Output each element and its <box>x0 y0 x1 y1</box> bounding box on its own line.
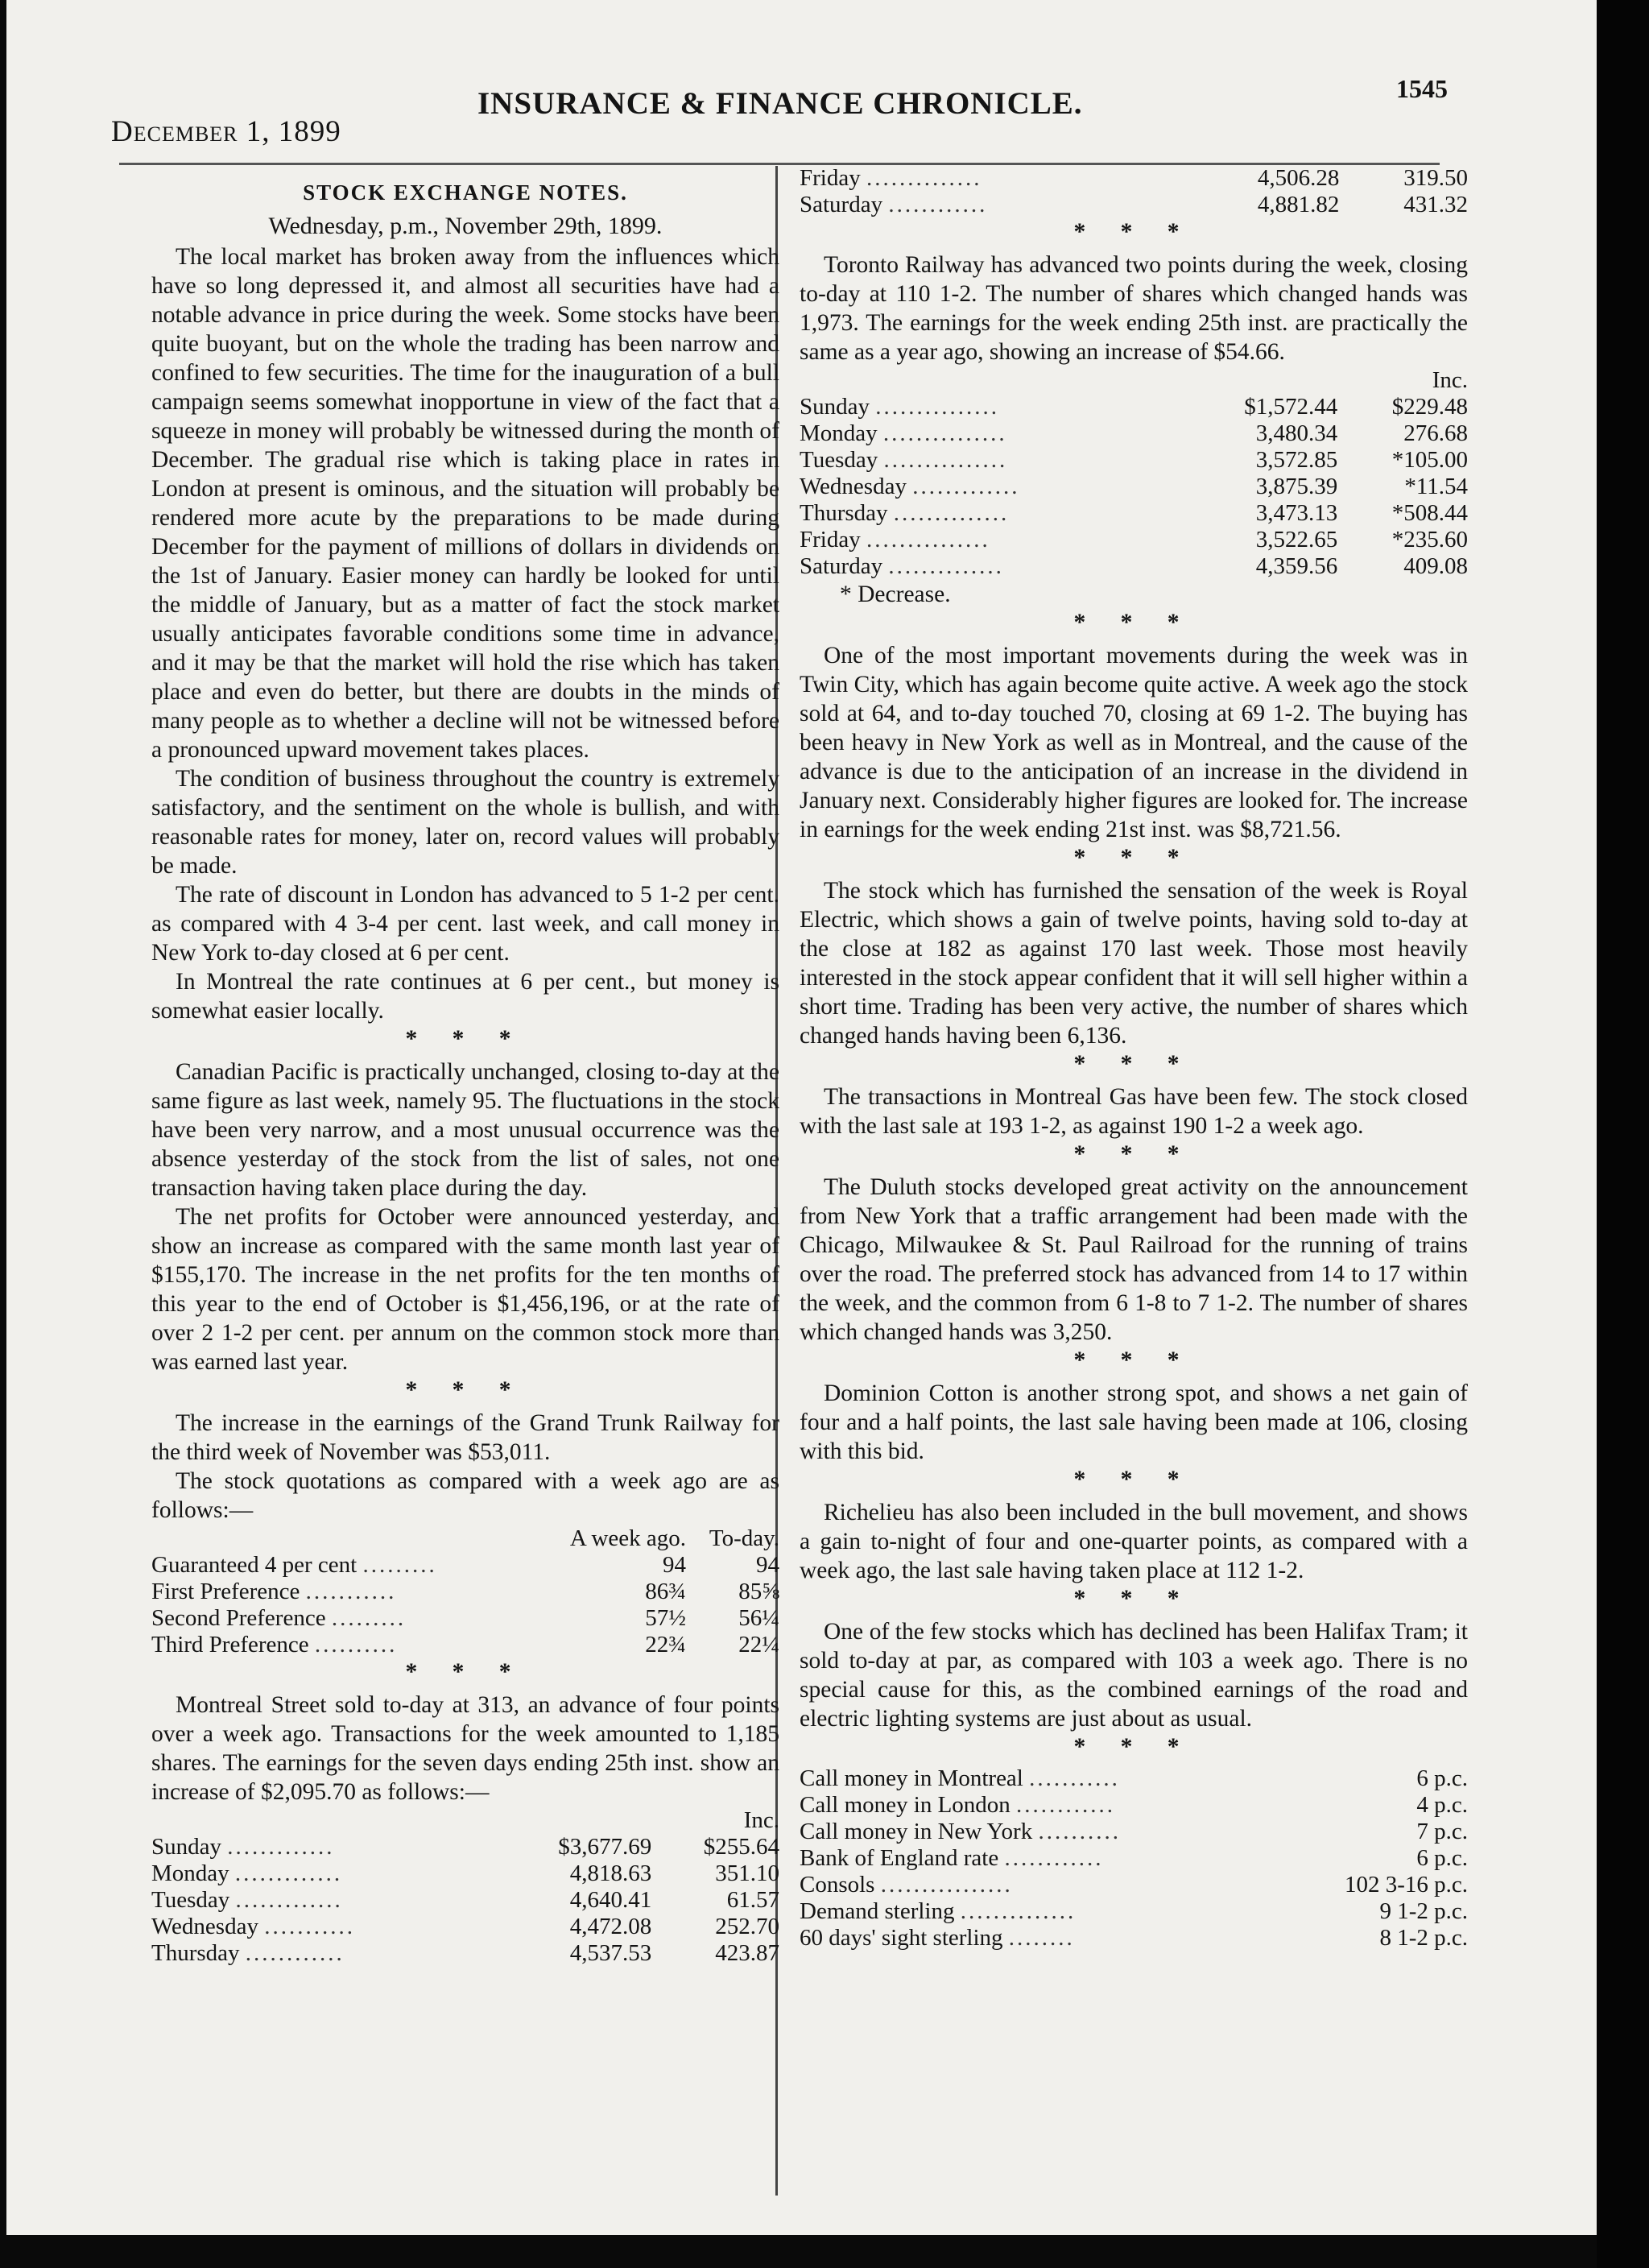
earnings-increase: 409.08 <box>1403 553 1468 579</box>
section-separator: * * * <box>405 1026 526 1052</box>
day-label: Friday <box>800 527 861 553</box>
table-header-row <box>151 1807 779 1834</box>
earnings-amount: 4,359.56 <box>1255 553 1338 579</box>
table-row: Monday ............... 3,480.34 276.68 <box>800 420 1468 446</box>
table-row: Second Preference ......... 57½ 56¼ <box>151 1605 779 1631</box>
earnings-increase: $229.48 <box>1391 394 1468 420</box>
earnings-amount: 4,472.08 <box>569 1914 652 1939</box>
table-row: Thursday ............ 4,537.53 423.87 <box>151 1940 779 1966</box>
paragraph: One of the most important movements during the week was in Twin City, which has again become quite active. A week ago the stock sold at 64, and to-day touched 70, closing at 69 1-2. The buying has been heavy in New York as well as in Montreal, and the cause of the advance is due to the anticipation of an increase in the dividend in January next. Considerably higher figures are looked for. The increase in earnings for the week ending 21st inst. was $8,721.56. <box>800 643 1468 842</box>
earnings-increase: 319.50 <box>1403 165 1468 191</box>
rate-value: 4 p.c. <box>1416 1792 1468 1818</box>
earnings-increase: 61.57 <box>726 1887 779 1913</box>
table-row: Sunday ............. $3,677.69 $255.64 <box>151 1834 779 1860</box>
table-row: Wednesday ........... 4,472.08 252.70 <box>151 1914 779 1939</box>
section-title: STOCK EXCHANGE NOTES. <box>303 180 628 205</box>
table-row: Thursday .............. 3,473.13 *508.44 <box>800 500 1468 526</box>
table-row: Call money in London ............ 4 p.c. <box>800 1792 1468 1818</box>
column-header-inc: Inc. <box>1432 367 1468 393</box>
page-header <box>111 74 1448 148</box>
table-row: Tuesday ............. 4,640.41 61.57 <box>151 1887 779 1913</box>
section-separator: * * * <box>1073 219 1194 245</box>
section-separator: * * * <box>1073 1586 1194 1612</box>
section-separator: * * * <box>1073 610 1194 635</box>
earnings-amount: 3,572.85 <box>1255 447 1338 473</box>
paragraph: Canadian Pacific is practically unchanged, closing to-day at the same figure as last week, namely 95. The fluctuations in the stock have been very narrow, and a most unusual occurrence was the absence yesterday of the stock from the list of sales, not one transaction having taken place during the day. <box>151 1059 779 1201</box>
rate-label: Call money in Montreal <box>800 1765 1023 1791</box>
paragraph: The increase in the earnings of the Grand Trunk Railway for the third week of November was $53,011. <box>151 1410 779 1465</box>
day-label: Monday <box>151 1860 229 1886</box>
earnings-amount: 4,818.63 <box>569 1860 652 1886</box>
paragraph: The stock which has furnished the sensation of the week is Royal Electric, which shows a gain of twelve points, having sold to-day at the close at 182 as against 170 last week. Those most heavily interested in the stock appear confident that it will sell higher within a short time. Trading has been very active, the number of shares which changed hands having been 6,136. <box>800 878 1468 1049</box>
dateline: Wednesday, p.m., November 29th, 1899. <box>268 213 663 239</box>
earnings-increase: 276.68 <box>1403 420 1468 446</box>
section-separator: * * * <box>1073 845 1194 871</box>
table-row: Demand sterling .............. 9 1-2 p.c. <box>800 1898 1468 1924</box>
earnings-increase: $255.64 <box>703 1834 779 1860</box>
table-row: Consols ................ 102 3-16 p.c. <box>800 1872 1468 1898</box>
table-row: Call money in New York .......... 7 p.c. <box>800 1819 1468 1844</box>
rate-label: Call money in New York <box>800 1819 1033 1844</box>
left-column <box>151 165 779 1967</box>
rate-value: 6 p.c. <box>1416 1765 1468 1791</box>
day-label: Wednesday <box>800 474 907 499</box>
earnings-amount: 3,522.65 <box>1255 527 1338 553</box>
table-header-row <box>151 1525 779 1552</box>
day-label: Saturday <box>800 553 883 579</box>
newspaper-page <box>6 0 1597 2235</box>
earnings-amount: 4,640.41 <box>569 1887 652 1913</box>
paragraph: The Duluth stocks developed great activity on the announcement from New York that a traffic arrangement had been made with the Chicago, Milwaukee & St. Paul Railroad for the running of trains over the road. The preferred stock has advanced from 14 to 17 within the week, and the common from 6 1-8 to 7 1-2. The number of shares which changed hands was 3,250. <box>800 1174 1468 1345</box>
table-row: Sunday ............... $1,572.44 $229.48 <box>800 394 1468 420</box>
earnings-amount: 4,881.82 <box>1257 192 1340 217</box>
rate-label: Demand sterling <box>800 1898 955 1924</box>
day-label: Monday <box>800 420 878 446</box>
paragraph: Dominion Cotton is another strong spot, and shows a net gain of four and a half points, the last sale having been made at 106, closing with this bid. <box>800 1380 1468 1464</box>
earnings-amount: 4,537.53 <box>569 1940 652 1966</box>
earnings-increase: 252.70 <box>715 1914 779 1939</box>
week-ago-value: 94 <box>663 1552 687 1578</box>
table-row: Tuesday ............... 3,572.85 *105.00 <box>800 447 1468 473</box>
paragraph: One of the few stocks which has declined has been Halifax Tram; it sold to-day at par, as compared with 103 a week ago. There is no special cause for this, as the combined earnings of the road and electric lighting systems are just about as usual. <box>800 1619 1468 1732</box>
section-separator: * * * <box>1073 1347 1194 1373</box>
table-row: Third Preference .......... 22¾ 22¼ <box>151 1632 779 1658</box>
day-label: Sunday <box>151 1834 221 1860</box>
page-number: 1545 <box>1396 74 1448 103</box>
today-value: 85⅝ <box>738 1579 779 1604</box>
money-rates-table <box>800 1765 1468 1951</box>
day-label: Friday <box>800 165 861 191</box>
day-label: Wednesday <box>151 1914 258 1939</box>
paragraph: Toronto Railway has advanced two points during the week, closing to-day at 110 1-2. The number of shares which changed hands was 1,973. The earnings for the week ending 25th inst. are practically the same as a year ago, showing an increase of $54.66. <box>800 252 1468 365</box>
day-label: Saturday <box>800 192 883 217</box>
rate-label: Call money in London <box>800 1792 1010 1818</box>
rate-value: 102 3-16 p.c. <box>1344 1872 1468 1898</box>
week-ago-value: 86¾ <box>645 1579 687 1604</box>
right-column <box>800 165 1468 1951</box>
rate-label: Consols <box>800 1872 875 1898</box>
column-header-inc: Inc. <box>743 1807 779 1833</box>
section-separator: * * * <box>1073 1467 1194 1492</box>
publication-title: INSURANCE & FINANCE CHRONICLE. <box>477 86 1083 121</box>
montreal-street-earnings-table-continued <box>800 165 1468 218</box>
paragraph: The transactions in Montreal Gas have been few. The stock closed with the last sale at 193 1-2, as against 190 1-2 a week ago. <box>800 1084 1468 1139</box>
day-label: Thursday <box>800 500 888 526</box>
today-value: 94 <box>756 1552 779 1578</box>
earnings-increase: *105.00 <box>1391 447 1468 473</box>
earnings-increase: 351.10 <box>715 1860 779 1886</box>
section-separator: * * * <box>1073 1734 1194 1760</box>
paragraph: The local market has broken away from the influences which have so long depressed it, and almost all securities have had a notable advance in price during the week. Some stocks have been quite buoyant, but on the whole the trading has been narrow and confined to few securities. The time for the inauguration of a bull campaign seems somewhat inopportune in view of the fact that a squeeze in money will probably be witnessed during the month of December. The gradual rise which is taking place in rates in London at present is ominous, and the situation will probably be rendered more acute by the preparations to be made during December for the payment of millions of dollars in dividends on the 1st of January. Easier money can hardly be looked for until the middle of January, but as a matter of fact the stock market usually anticipates favorable conditions some time in advance, and it may be that the market will hold the rise which has taken place and even do better, but there are doubts in the minds of many people as to whether a decline will not be witnessed before a pronounced upward movement takes places. <box>151 244 779 763</box>
table-header-row <box>800 366 1468 394</box>
section-separator: * * * <box>405 1659 526 1685</box>
table-row: Monday ............. 4,818.63 351.10 <box>151 1860 779 1886</box>
day-label: Sunday <box>800 394 870 420</box>
paragraph: Montreal Street sold to-day at 313, an advance of four points over a week ago. Transactions for the week amounted to 1,185 shares. The earnings for the seven days ending 25th inst. show an increase of $2,095.70 as follows:— <box>151 1692 779 1805</box>
day-label: Tuesday <box>151 1887 230 1913</box>
earnings-amount: $1,572.44 <box>1244 394 1338 420</box>
paragraph: The net profits for October were announced yesterday, and show an increase as compared with the same month last year of $155,170. The increase in the net profits for the ten months of this year to the end of October is $1,456,196, or at the rate of over 2 1-2 per cent. per annum on the common stock more than was earned last year. <box>151 1204 779 1375</box>
paragraph: The rate of discount in London has advanced to 5 1-2 per cent. as compared with 4 3-4 per cent. last week, and call money in New York to-day closed at 6 per cent. <box>151 882 779 966</box>
stock-name: First Preference <box>151 1579 300 1604</box>
earnings-increase: *11.54 <box>1404 474 1468 499</box>
table-row: Guaranteed 4 per cent ......... 94 94 <box>151 1552 779 1578</box>
day-label: Tuesday <box>800 447 878 473</box>
table-row: Saturday ............ 4,881.82 431.32 <box>800 192 1468 217</box>
rate-value: 6 p.c. <box>1416 1845 1468 1871</box>
table-row: Friday .............. 4,506.28 319.50 <box>800 165 1468 191</box>
stock-name: Guaranteed 4 per cent <box>151 1552 357 1578</box>
table-footnote: * Decrease. <box>840 581 951 607</box>
section-separator: * * * <box>405 1377 526 1403</box>
section-separator: * * * <box>1073 1051 1194 1077</box>
earnings-amount: 4,506.28 <box>1257 165 1340 191</box>
rate-label: 60 days' sight sterling <box>800 1925 1003 1951</box>
earnings-amount: 3,480.34 <box>1255 420 1338 446</box>
rate-label: Bank of England rate <box>800 1845 999 1871</box>
table-row: Wednesday ............. 3,875.39 *11.54 <box>800 474 1468 499</box>
table-row: Bank of England rate ............ 6 p.c. <box>800 1845 1468 1871</box>
table-row: First Preference ........... 86¾ 85⅝ <box>151 1579 779 1604</box>
earnings-increase: *508.44 <box>1391 500 1468 526</box>
section-separator: * * * <box>1073 1141 1194 1167</box>
column-header-week-ago: A week ago. <box>569 1525 687 1551</box>
stock-name: Third Preference <box>151 1632 309 1658</box>
stock-name: Second Preference <box>151 1605 326 1631</box>
paragraph: The stock quotations as compared with a week ago are as follows:— <box>151 1468 779 1523</box>
paragraph: The condition of business throughout the country is extremely satisfactory, and the sentiment on the whole is bullish, and with reasonable rates for money, later on, record values will probably be made. <box>151 766 779 879</box>
grand-trunk-quotations-table <box>151 1525 779 1658</box>
earnings-increase: *235.60 <box>1391 527 1468 553</box>
toronto-railway-earnings-table <box>800 366 1468 580</box>
table-row: Friday ............... 3,522.65 *235.60 <box>800 527 1468 553</box>
table-row: Saturday .............. 4,359.56 409.08 <box>800 553 1468 579</box>
rate-value: 9 1-2 p.c. <box>1379 1898 1468 1924</box>
paragraph: In Montreal the rate continues at 6 per cent., but money is somewhat easier locally. <box>151 969 779 1024</box>
today-value: 56¼ <box>738 1605 779 1631</box>
table-row: 60 days' sight sterling ........ 8 1-2 p.c. <box>800 1925 1468 1951</box>
earnings-amount: $3,677.69 <box>558 1834 652 1860</box>
day-label: Thursday <box>151 1940 240 1966</box>
earnings-amount: 3,875.39 <box>1255 474 1338 499</box>
earnings-increase: 431.32 <box>1403 192 1468 217</box>
rate-value: 8 1-2 p.c. <box>1379 1925 1468 1951</box>
column-header-today: To-day. <box>709 1525 779 1551</box>
week-ago-value: 57½ <box>645 1605 687 1631</box>
week-ago-value: 22¾ <box>645 1632 687 1658</box>
earnings-increase: 423.87 <box>715 1940 779 1966</box>
montreal-street-earnings-table <box>151 1807 779 1967</box>
today-value: 22¼ <box>738 1632 779 1658</box>
issue-date: December 1, 1899 <box>111 115 341 148</box>
rate-value: 7 p.c. <box>1416 1819 1468 1844</box>
paragraph: Richelieu has also been included in the bull movement, and shows a gain to-night of four and one-quarter points, as compared with a week ago, the last sale having taken place at 112 1-2. <box>800 1500 1468 1583</box>
table-row: Call money in Montreal ........... 6 p.c. <box>800 1765 1468 1791</box>
page-binding-edge <box>1597 0 1649 2268</box>
earnings-amount: 3,473.13 <box>1255 500 1338 526</box>
